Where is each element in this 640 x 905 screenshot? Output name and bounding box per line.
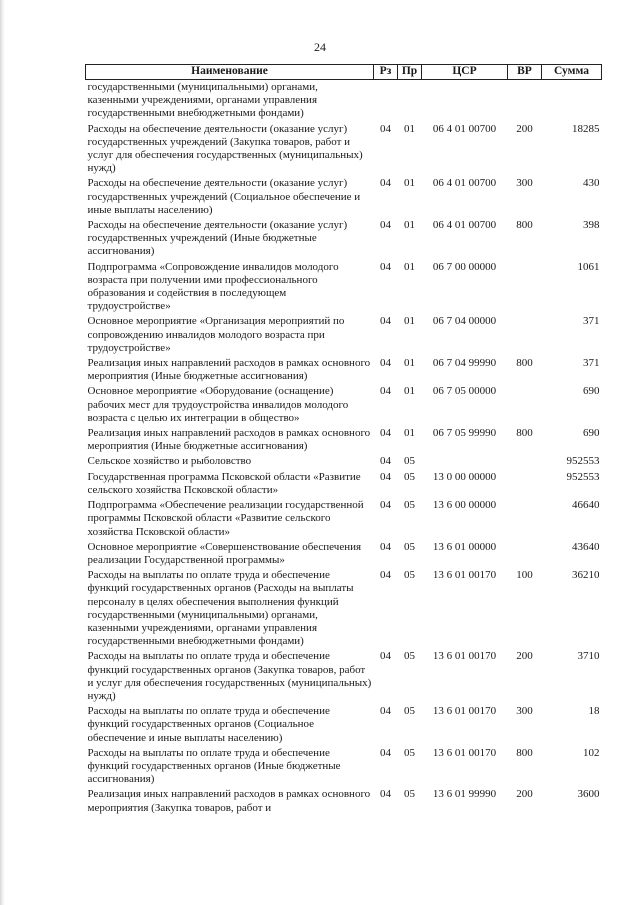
table-row xyxy=(86,260,602,315)
cell-sum: 3600 xyxy=(577,788,600,801)
cell-vr xyxy=(508,260,542,315)
cell-vr: 300 xyxy=(516,177,533,190)
table-row xyxy=(86,498,602,540)
cell-sum: 102 xyxy=(583,746,600,759)
cell-pr: 01 xyxy=(404,427,415,440)
cell-rz: 04 xyxy=(380,260,391,273)
budget-table xyxy=(85,64,602,816)
cell-sum: 43640 xyxy=(572,540,600,553)
cell-vr: 800 xyxy=(516,219,533,232)
cell-pr: 05 xyxy=(404,705,415,718)
cell-pr: 05 xyxy=(404,788,415,801)
cell-sum: 18 xyxy=(588,705,600,718)
table-header xyxy=(86,65,602,80)
cell-pr: 05 xyxy=(404,499,415,512)
table-row xyxy=(86,787,602,815)
cell-name: Подпрограмма «Обеспечение реализации государственной программы Псковской области «Развитие сельского хозяйства Псковской области» xyxy=(87,499,364,538)
cell-vr xyxy=(508,540,542,568)
cell-vr: 800 xyxy=(516,357,533,370)
cell-csr: 06 4 01 00700 xyxy=(432,219,497,232)
table-row xyxy=(86,426,602,454)
cell-csr: 06 4 01 00700 xyxy=(432,177,497,190)
cell-rz: 04 xyxy=(380,177,391,190)
cell-name: государственными (муниципальными) органами, казенными учреждениями, органами управления государственными внебюджетными фондами) xyxy=(87,81,318,120)
table-row xyxy=(86,218,602,260)
cell-csr: 13 6 00 00000 xyxy=(432,499,497,512)
cell-csr: 06 7 04 99990 xyxy=(432,357,497,370)
cell-rz: 04 xyxy=(380,499,391,512)
cell-pr: 01 xyxy=(404,177,415,190)
cell-pr: 01 xyxy=(404,122,415,135)
cell-pr: 01 xyxy=(404,357,415,370)
cell-name: Основное мероприятие «Совершенствование обеспечения реализации Государственной программы» xyxy=(87,540,362,566)
table-row xyxy=(86,470,602,498)
cell-pr: 05 xyxy=(404,540,415,553)
cell-sum: 46640 xyxy=(572,499,600,512)
header-name: Наименование xyxy=(86,65,374,80)
cell-csr: 06 7 00 00000 xyxy=(432,260,497,273)
cell-rz: 04 xyxy=(380,219,391,232)
cell-pr: 05 xyxy=(404,569,415,582)
cell-rz: 04 xyxy=(380,385,391,398)
cell-pr: 01 xyxy=(404,315,415,328)
cell-pr: 05 xyxy=(404,470,415,483)
cell-name: Расходы на выплаты по оплате труда и обеспечение функций государственных органов (Закупка товаров, работ и услуг для обеспечения государственных (муниципальных) нужд) xyxy=(87,650,372,702)
cell-name: Расходы на выплаты по оплате труда и обеспечение функций государственных органов (Иные бюджетные ассигнования) xyxy=(87,746,341,786)
cell-csr: 06 4 01 00700 xyxy=(432,122,497,135)
cell-name: Подпрограмма «Сопровождение инвалидов молодого возраста при получении ими профессионального образования и содействия в последующем трудоустройстве» xyxy=(87,260,339,313)
cell-vr xyxy=(508,384,542,426)
cell-csr: 06 7 04 00000 xyxy=(432,315,497,328)
cell-name: Сельское хозяйство и рыболовство xyxy=(87,455,252,468)
cell-vr: 100 xyxy=(516,569,533,582)
cell-rz: 04 xyxy=(380,650,391,663)
cell-vr: 800 xyxy=(516,427,533,440)
cell-vr: 200 xyxy=(516,122,533,135)
cell-sum: 1061 xyxy=(577,260,600,273)
cell-name: Расходы на выплаты по оплате труда и обеспечение функций государственных органов (Социальное обеспечение и иные выплаты населению) xyxy=(87,705,330,744)
cell-csr: 13 6 01 00170 xyxy=(432,569,497,582)
table-row xyxy=(86,746,602,788)
cell-name: Расходы на обеспечение деятельности (оказание услуг) государственных учреждений (Закупка товаров, работ и услуг для обеспечения государственных (муниципальных) нужд) xyxy=(87,122,363,175)
cell-vr: 300 xyxy=(516,705,533,718)
cell-rz: 04 xyxy=(380,569,391,582)
cell-csr: 06 7 05 99990 xyxy=(432,427,497,440)
cell-vr xyxy=(508,470,542,498)
cell-csr xyxy=(422,454,508,469)
table-row xyxy=(86,540,602,568)
cell-sum: 371 xyxy=(583,357,600,370)
cell-sum: 952553 xyxy=(566,470,600,483)
cell-rz: 04 xyxy=(380,315,391,328)
header-pr: Пр xyxy=(398,65,422,80)
cell-pr: 01 xyxy=(404,219,415,232)
cell-rz: 04 xyxy=(380,540,391,553)
cell-pr xyxy=(398,80,422,122)
cell-rz: 04 xyxy=(380,705,391,718)
table-row xyxy=(86,568,602,649)
cell-name: Расходы на обеспечение деятельности (оказание услуг) государственных учреждений (Социальное обеспечение и иные выплаты населению) xyxy=(87,177,361,216)
cell-sum: 690 xyxy=(583,427,600,440)
cell-vr xyxy=(508,498,542,540)
cell-rz: 04 xyxy=(380,357,391,370)
cell-vr: 200 xyxy=(516,788,533,801)
cell-csr xyxy=(422,80,508,122)
cell-vr xyxy=(508,314,542,356)
cell-name: Основное мероприятие «Организация мероприятий по сопровождению инвалидов молодого возраста при трудоустройстве» xyxy=(87,315,345,354)
cell-name: Расходы на выплаты по оплате труда и обеспечение функций государственных органов (Расходы на выплаты персоналу в целях обеспечения выполнения функций государственными (муниципальными) органами, казенными учреждениями, органами управления государственными внебюджетными фондами) xyxy=(87,569,354,648)
scan-edge xyxy=(0,0,5,905)
table-row xyxy=(86,649,602,704)
cell-pr: 05 xyxy=(404,746,415,759)
cell-vr xyxy=(508,80,542,122)
cell-name: Расходы на обеспечение деятельности (оказание услуг) государственных учреждений (Иные бюджетные ассигнования) xyxy=(87,219,348,258)
cell-name: Реализация иных направлений расходов в рамках основного мероприятия (Иные бюджетные ассигнования) xyxy=(87,427,371,453)
header-csr: ЦСР xyxy=(422,65,508,80)
table-row xyxy=(86,356,602,384)
page-number: 24 xyxy=(314,40,326,54)
cell-vr: 800 xyxy=(516,746,533,759)
cell-rz: 04 xyxy=(380,746,391,759)
cell-csr: 06 7 05 00000 xyxy=(432,385,497,398)
cell-name: Основное мероприятие «Оборудование (оснащение) рабочих мест для трудоустройства инвалидов молодого возраста с целью их интеграции в общество» xyxy=(87,385,349,424)
cell-rz: 04 xyxy=(380,470,391,483)
cell-name: Государственная программа Псковской области «Развитие сельского хозяйства Псковской области» xyxy=(87,470,361,496)
cell-name: Реализация иных направлений расходов в рамках основного мероприятия (Закупка товаров, работ и xyxy=(87,788,371,814)
cell-rz: 04 xyxy=(380,427,391,440)
cell-pr: 01 xyxy=(404,260,415,273)
cell-pr: 01 xyxy=(404,385,415,398)
cell-sum: 371 xyxy=(583,315,600,328)
cell-name: Реализация иных направлений расходов в рамках основного мероприятия (Иные бюджетные ассигнования) xyxy=(87,357,371,383)
cell-csr: 13 6 01 00170 xyxy=(432,650,497,663)
cell-csr: 13 6 01 00000 xyxy=(432,540,497,553)
table-body xyxy=(86,80,602,816)
cell-sum: 18285 xyxy=(572,122,600,135)
cell-sum: 3710 xyxy=(577,650,600,663)
cell-sum: 36210 xyxy=(572,569,600,582)
cell-sum: 430 xyxy=(583,177,600,190)
cell-pr: 05 xyxy=(404,650,415,663)
cell-csr: 13 6 01 00170 xyxy=(432,746,497,759)
cell-csr: 13 6 01 00170 xyxy=(432,705,497,718)
table-row xyxy=(86,704,602,746)
cell-sum: 952553 xyxy=(566,455,600,468)
cell-vr xyxy=(508,454,542,469)
table-row xyxy=(86,80,602,122)
header-sum: Сумма xyxy=(542,65,602,80)
table-row xyxy=(86,122,602,177)
cell-sum: 398 xyxy=(583,219,600,232)
cell-sum: 690 xyxy=(583,385,600,398)
cell-rz: 04 xyxy=(380,122,391,135)
header-rz: Рз xyxy=(374,65,398,80)
cell-pr: 05 xyxy=(404,455,415,468)
cell-csr: 13 0 00 00000 xyxy=(432,470,497,483)
cell-rz xyxy=(374,80,398,122)
table-row xyxy=(86,176,602,218)
cell-rz: 04 xyxy=(380,788,391,801)
table-row xyxy=(86,454,602,469)
table-row xyxy=(86,384,602,426)
cell-sum xyxy=(542,80,602,122)
cell-csr: 13 6 01 99990 xyxy=(432,788,497,801)
cell-vr: 200 xyxy=(516,650,533,663)
table-row xyxy=(86,314,602,356)
header-vr: ВР xyxy=(508,65,542,80)
cell-rz: 04 xyxy=(380,455,391,468)
